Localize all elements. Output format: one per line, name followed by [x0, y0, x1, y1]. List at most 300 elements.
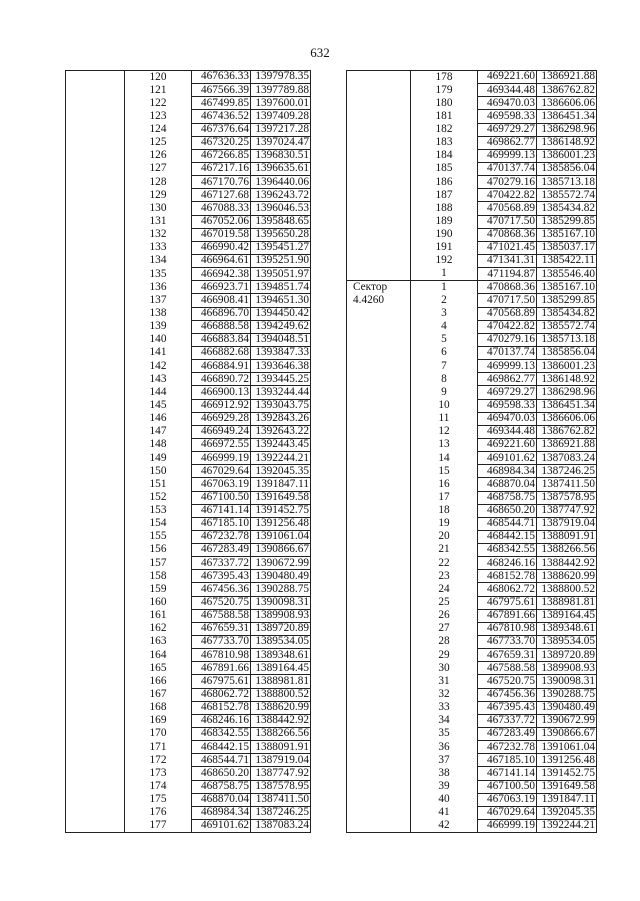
point-number-cell: 190 — [411, 228, 478, 241]
sector-cell — [66, 386, 125, 399]
point-number-cell: 138 — [125, 307, 192, 320]
point-number-cell: 11 — [411, 412, 478, 425]
y-coordinate-cell: 1391649.58 — [537, 780, 597, 793]
point-number-cell: 144 — [125, 386, 192, 399]
y-coordinate-cell: 1386762.82 — [537, 425, 597, 438]
point-number-cell: 25 — [411, 596, 478, 609]
point-number-cell: 33 — [411, 701, 478, 714]
x-coordinate-cell: 467395.43 — [192, 570, 251, 583]
table-row — [66, 176, 311, 189]
point-number-cell: 40 — [411, 793, 478, 806]
y-coordinate-cell: 1389534.05 — [251, 636, 311, 649]
point-number-cell: 35 — [411, 728, 478, 741]
sector-cell — [66, 504, 125, 517]
sector-cell — [347, 202, 411, 215]
y-coordinate-cell: 1388442.92 — [251, 714, 311, 727]
point-number-cell: 184 — [411, 149, 478, 162]
point-number-cell: 172 — [125, 754, 192, 767]
x-coordinate-cell: 469862.77 — [478, 136, 537, 149]
table-row — [347, 149, 597, 162]
table-row — [347, 675, 597, 688]
y-coordinate-cell: 1391061.04 — [537, 741, 597, 754]
table-row — [66, 333, 311, 346]
point-number-cell: 41 — [411, 806, 478, 819]
point-number-cell: 18 — [411, 504, 478, 517]
point-number-cell: 28 — [411, 636, 478, 649]
sector-cell — [347, 84, 411, 97]
x-coordinate-cell: 470868.36 — [478, 281, 537, 294]
table-row — [66, 504, 311, 517]
table-row — [347, 530, 597, 543]
table-row — [347, 688, 597, 701]
sector-cell — [347, 530, 411, 543]
table-row — [347, 662, 597, 675]
point-number-cell: 162 — [125, 622, 192, 635]
point-number-cell: 177 — [125, 820, 192, 833]
point-number-cell: 160 — [125, 596, 192, 609]
table-row — [66, 491, 311, 504]
x-coordinate-cell: 466908.41 — [192, 294, 251, 307]
x-coordinate-cell: 467100.50 — [478, 780, 537, 793]
point-number-cell: 179 — [411, 84, 478, 97]
point-number-cell: 22 — [411, 557, 478, 570]
table-row — [66, 570, 311, 583]
sector-cell — [347, 254, 411, 267]
x-coordinate-cell: 467566.39 — [192, 84, 251, 97]
x-coordinate-cell: 468758.75 — [192, 780, 251, 793]
sector-cell — [347, 583, 411, 596]
x-coordinate-cell: 467127.68 — [192, 189, 251, 202]
y-coordinate-cell: 1397789.88 — [251, 84, 311, 97]
sector-cell — [66, 71, 125, 84]
y-coordinate-cell: 1392643.22 — [251, 425, 311, 438]
table-row — [66, 162, 311, 175]
x-coordinate-cell: 470279.16 — [478, 176, 537, 189]
point-number-cell: 123 — [125, 110, 192, 123]
x-coordinate-cell: 468984.34 — [192, 806, 251, 819]
y-coordinate-cell: 1385299.85 — [537, 215, 597, 228]
sector-cell — [66, 741, 125, 754]
sector-cell — [66, 544, 125, 557]
table-row — [66, 622, 311, 635]
table-row — [347, 97, 597, 110]
y-coordinate-cell: 1388981.81 — [537, 596, 597, 609]
sector-cell — [347, 767, 411, 780]
sector-cell — [66, 609, 125, 622]
y-coordinate-cell: 1392045.35 — [537, 806, 597, 819]
point-number-cell: 126 — [125, 149, 192, 162]
sector-cell — [66, 294, 125, 307]
point-number-cell: 14 — [411, 452, 478, 465]
table-row — [66, 136, 311, 149]
x-coordinate-cell: 466883.84 — [192, 333, 251, 346]
y-coordinate-cell: 1397409.28 — [251, 110, 311, 123]
point-number-cell: 145 — [125, 399, 192, 412]
sector-cell — [66, 412, 125, 425]
x-coordinate-cell: 470422.82 — [478, 189, 537, 202]
y-coordinate-cell: 1388266.56 — [251, 728, 311, 741]
point-number-cell: 158 — [125, 570, 192, 583]
x-coordinate-cell: 466990.42 — [192, 241, 251, 254]
point-number-cell: 1 — [411, 268, 478, 281]
x-coordinate-cell: 469470.03 — [478, 412, 537, 425]
point-number-cell: 4 — [411, 320, 478, 333]
point-number-cell: 12 — [411, 425, 478, 438]
y-coordinate-cell: 1385299.85 — [537, 294, 597, 307]
point-number-cell: 34 — [411, 714, 478, 727]
sector-cell — [347, 71, 411, 84]
table-row — [347, 320, 597, 333]
y-coordinate-cell: 1396046.53 — [251, 202, 311, 215]
x-coordinate-cell: 467337.72 — [478, 714, 537, 727]
sector-cell — [347, 820, 411, 833]
table-row — [347, 346, 597, 359]
table-row — [347, 123, 597, 136]
table-row — [66, 215, 311, 228]
point-number-cell: 5 — [411, 333, 478, 346]
table-row — [347, 254, 597, 267]
y-coordinate-cell: 1390288.75 — [537, 688, 597, 701]
sector-cell — [347, 806, 411, 819]
sector-cell — [66, 360, 125, 373]
y-coordinate-cell: 1389908.93 — [537, 662, 597, 675]
table-row — [66, 557, 311, 570]
sector-cell — [347, 754, 411, 767]
sector-cell — [347, 228, 411, 241]
sector-cell — [347, 609, 411, 622]
x-coordinate-cell: 470568.89 — [478, 307, 537, 320]
point-number-cell: 130 — [125, 202, 192, 215]
table-row — [66, 346, 311, 359]
sector-cell — [66, 728, 125, 741]
y-coordinate-cell: 1385713.18 — [537, 176, 597, 189]
y-coordinate-cell: 1391847.11 — [537, 793, 597, 806]
point-number-cell: 171 — [125, 741, 192, 754]
y-coordinate-cell: 1386606.06 — [537, 412, 597, 425]
table-row — [347, 136, 597, 149]
sector-cell — [347, 333, 411, 346]
sector-cell — [66, 793, 125, 806]
y-coordinate-cell: 1387578.95 — [537, 491, 597, 504]
point-number-cell: 16 — [411, 478, 478, 491]
point-number-cell: 127 — [125, 162, 192, 175]
y-coordinate-cell: 1394651.30 — [251, 294, 311, 307]
x-coordinate-cell: 469999.13 — [478, 149, 537, 162]
point-number-cell: 186 — [411, 176, 478, 189]
table-row — [347, 228, 597, 241]
y-coordinate-cell: 1388981.81 — [251, 675, 311, 688]
x-coordinate-cell: 467019.58 — [192, 228, 251, 241]
x-coordinate-cell: 467636.33 — [192, 71, 251, 84]
x-coordinate-cell: 469344.48 — [478, 425, 537, 438]
table-row — [66, 675, 311, 688]
y-coordinate-cell: 1393445.25 — [251, 373, 311, 386]
y-coordinate-cell: 1385546.40 — [537, 268, 597, 281]
point-number-cell: 153 — [125, 504, 192, 517]
y-coordinate-cell: 1396830.51 — [251, 149, 311, 162]
y-coordinate-cell: 1389348.61 — [251, 649, 311, 662]
point-number-cell: 129 — [125, 189, 192, 202]
table-row — [347, 425, 597, 438]
sector-cell — [66, 530, 125, 543]
sector-cell — [347, 491, 411, 504]
y-coordinate-cell: 1385713.18 — [537, 333, 597, 346]
table-row — [66, 123, 311, 136]
x-coordinate-cell: 466942.38 — [192, 268, 251, 281]
x-coordinate-cell: 469999.13 — [478, 360, 537, 373]
x-coordinate-cell: 470717.50 — [478, 294, 537, 307]
point-number-cell: 36 — [411, 741, 478, 754]
table-row — [347, 806, 597, 819]
point-number-cell: 141 — [125, 346, 192, 359]
table-row — [66, 149, 311, 162]
y-coordinate-cell: 1385037.17 — [537, 241, 597, 254]
point-number-cell: 20 — [411, 530, 478, 543]
point-number-cell: 24 — [411, 583, 478, 596]
table-row — [347, 241, 597, 254]
sector-cell — [347, 649, 411, 662]
y-coordinate-cell: 1390098.31 — [537, 675, 597, 688]
table-row — [66, 662, 311, 675]
y-coordinate-cell: 1385856.04 — [537, 162, 597, 175]
point-number-cell: 189 — [411, 215, 478, 228]
x-coordinate-cell: 468870.04 — [192, 793, 251, 806]
x-coordinate-cell: 470568.89 — [478, 202, 537, 215]
x-coordinate-cell: 471194.87 — [478, 268, 537, 281]
point-number-cell: 124 — [125, 123, 192, 136]
table-row — [347, 84, 597, 97]
sector-cell — [66, 465, 125, 478]
point-number-cell: 169 — [125, 714, 192, 727]
y-coordinate-cell: 1388091.91 — [251, 741, 311, 754]
sector-cell — [66, 806, 125, 819]
point-number-cell: 17 — [411, 491, 478, 504]
sector-cell — [347, 570, 411, 583]
y-coordinate-cell: 1388442.92 — [537, 557, 597, 570]
point-number-cell: 21 — [411, 544, 478, 557]
sector-cell — [66, 333, 125, 346]
sector-cell — [66, 202, 125, 215]
y-coordinate-cell: 1390866.67 — [251, 544, 311, 557]
x-coordinate-cell: 467088.33 — [192, 202, 251, 215]
sector-cell — [347, 346, 411, 359]
y-coordinate-cell: 1391847.11 — [251, 478, 311, 491]
x-coordinate-cell: 467436.52 — [192, 110, 251, 123]
point-number-cell: 37 — [411, 754, 478, 767]
table-row — [66, 281, 311, 294]
x-coordinate-cell: 466884.91 — [192, 360, 251, 373]
table-row — [347, 780, 597, 793]
point-number-cell: 168 — [125, 701, 192, 714]
sector-cell — [347, 544, 411, 557]
point-number-cell: 38 — [411, 767, 478, 780]
y-coordinate-cell: 1392843.26 — [251, 412, 311, 425]
point-number-cell: 180 — [411, 97, 478, 110]
table-row — [66, 728, 311, 741]
table-row — [66, 780, 311, 793]
sector-cell — [66, 557, 125, 570]
sector-cell — [347, 320, 411, 333]
table-row — [347, 728, 597, 741]
table-row — [66, 583, 311, 596]
sector-cell — [66, 307, 125, 320]
x-coordinate-cell: 470137.74 — [478, 346, 537, 359]
sector-cell — [347, 123, 411, 136]
point-number-cell: 181 — [411, 110, 478, 123]
y-coordinate-cell: 1389164.45 — [537, 609, 597, 622]
table-row — [347, 754, 597, 767]
x-coordinate-cell: 467232.78 — [192, 530, 251, 543]
sector-cell — [347, 714, 411, 727]
table-row — [347, 491, 597, 504]
sector-cell — [66, 820, 125, 833]
y-coordinate-cell: 1386921.88 — [537, 71, 597, 84]
x-coordinate-cell: 467975.61 — [192, 675, 251, 688]
point-number-cell: 32 — [411, 688, 478, 701]
sector-cell — [347, 780, 411, 793]
table-row — [347, 373, 597, 386]
sector-cell — [66, 583, 125, 596]
table-row — [66, 544, 311, 557]
y-coordinate-cell: 1391452.75 — [251, 504, 311, 517]
x-coordinate-cell: 469598.33 — [478, 399, 537, 412]
point-number-cell: 139 — [125, 320, 192, 333]
x-coordinate-cell: 469101.62 — [478, 452, 537, 465]
point-number-cell: 132 — [125, 228, 192, 241]
point-number-cell: 147 — [125, 425, 192, 438]
sector-cell — [347, 241, 411, 254]
x-coordinate-cell: 467733.70 — [478, 636, 537, 649]
table-row — [66, 202, 311, 215]
point-number-cell: 188 — [411, 202, 478, 215]
x-coordinate-cell: 467141.14 — [192, 504, 251, 517]
sector-cell — [66, 688, 125, 701]
x-coordinate-cell: 471341.31 — [478, 254, 537, 267]
sector-cell — [347, 728, 411, 741]
x-coordinate-cell: 468342.55 — [192, 728, 251, 741]
y-coordinate-cell: 1390480.49 — [537, 701, 597, 714]
x-coordinate-cell: 467063.19 — [478, 793, 537, 806]
y-coordinate-cell: 1394048.51 — [251, 333, 311, 346]
point-number-cell: 137 — [125, 294, 192, 307]
y-coordinate-cell: 1386148.92 — [537, 373, 597, 386]
sector-cell — [66, 399, 125, 412]
y-coordinate-cell: 1387578.95 — [251, 780, 311, 793]
sector-cell: 4.4260 — [347, 294, 411, 307]
point-number-cell: 31 — [411, 675, 478, 688]
x-coordinate-cell: 469470.03 — [478, 97, 537, 110]
y-coordinate-cell: 1389164.45 — [251, 662, 311, 675]
sector-cell — [66, 136, 125, 149]
sector-cell — [66, 649, 125, 662]
sector-cell — [347, 688, 411, 701]
point-number-cell: 19 — [411, 517, 478, 530]
sector-cell — [66, 97, 125, 110]
table-row — [347, 504, 597, 517]
table-row — [347, 294, 597, 307]
y-coordinate-cell: 1389348.61 — [537, 622, 597, 635]
x-coordinate-cell: 468246.16 — [478, 557, 537, 570]
x-coordinate-cell: 467170.76 — [192, 176, 251, 189]
y-coordinate-cell: 1389908.93 — [251, 609, 311, 622]
table-row — [66, 97, 311, 110]
y-coordinate-cell: 1387246.25 — [537, 465, 597, 478]
table-row — [66, 741, 311, 754]
y-coordinate-cell: 1392045.35 — [251, 465, 311, 478]
point-number-cell: 155 — [125, 530, 192, 543]
y-coordinate-cell: 1387747.92 — [537, 504, 597, 517]
sector-cell — [347, 162, 411, 175]
x-coordinate-cell: 467456.36 — [478, 688, 537, 701]
sector-cell — [347, 741, 411, 754]
x-coordinate-cell: 469221.60 — [478, 438, 537, 451]
sector-cell — [347, 215, 411, 228]
x-coordinate-cell: 468650.20 — [192, 767, 251, 780]
table-row — [66, 110, 311, 123]
table-row — [66, 386, 311, 399]
point-number-cell: 30 — [411, 662, 478, 675]
point-number-cell: 1 — [411, 281, 478, 294]
table-row — [347, 176, 597, 189]
x-coordinate-cell: 469598.33 — [478, 110, 537, 123]
point-number-cell: 23 — [411, 570, 478, 583]
x-coordinate-cell: 466929.28 — [192, 412, 251, 425]
x-coordinate-cell: 466890.72 — [192, 373, 251, 386]
y-coordinate-cell: 1395451.27 — [251, 241, 311, 254]
point-number-cell: 187 — [411, 189, 478, 202]
sector-cell — [66, 452, 125, 465]
sector-cell — [66, 780, 125, 793]
table-row — [66, 517, 311, 530]
y-coordinate-cell: 1389720.89 — [537, 649, 597, 662]
y-coordinate-cell: 1389534.05 — [537, 636, 597, 649]
point-number-cell: 29 — [411, 649, 478, 662]
x-coordinate-cell: 466888.58 — [192, 320, 251, 333]
y-coordinate-cell: 1391256.48 — [251, 517, 311, 530]
x-coordinate-cell: 467232.78 — [478, 741, 537, 754]
sector-cell — [66, 662, 125, 675]
sector-cell — [347, 517, 411, 530]
x-coordinate-cell: 466999.19 — [478, 820, 537, 833]
sector-cell — [66, 517, 125, 530]
x-coordinate-cell: 467283.49 — [478, 728, 537, 741]
sector-cell — [347, 452, 411, 465]
sector-cell — [347, 268, 411, 281]
table-row — [66, 320, 311, 333]
y-coordinate-cell: 1385856.04 — [537, 346, 597, 359]
sector-cell — [347, 793, 411, 806]
y-coordinate-cell: 1387747.92 — [251, 767, 311, 780]
y-coordinate-cell: 1392244.21 — [251, 452, 311, 465]
x-coordinate-cell: 469101.62 — [192, 820, 251, 833]
sector-cell — [66, 478, 125, 491]
y-coordinate-cell: 1385434.82 — [537, 307, 597, 320]
sector-cell — [347, 478, 411, 491]
table-row — [66, 425, 311, 438]
x-coordinate-cell: 468342.55 — [478, 544, 537, 557]
x-coordinate-cell: 468544.71 — [478, 517, 537, 530]
point-number-cell: 154 — [125, 517, 192, 530]
sector-cell — [347, 360, 411, 373]
y-coordinate-cell: 1396440.06 — [251, 176, 311, 189]
x-coordinate-cell: 467185.10 — [192, 517, 251, 530]
x-coordinate-cell: 468758.75 — [478, 491, 537, 504]
sector-cell — [66, 281, 125, 294]
table-row — [66, 649, 311, 662]
y-coordinate-cell: 1393847.33 — [251, 346, 311, 359]
y-coordinate-cell: 1385434.82 — [537, 202, 597, 215]
y-coordinate-cell: 1390098.31 — [251, 596, 311, 609]
